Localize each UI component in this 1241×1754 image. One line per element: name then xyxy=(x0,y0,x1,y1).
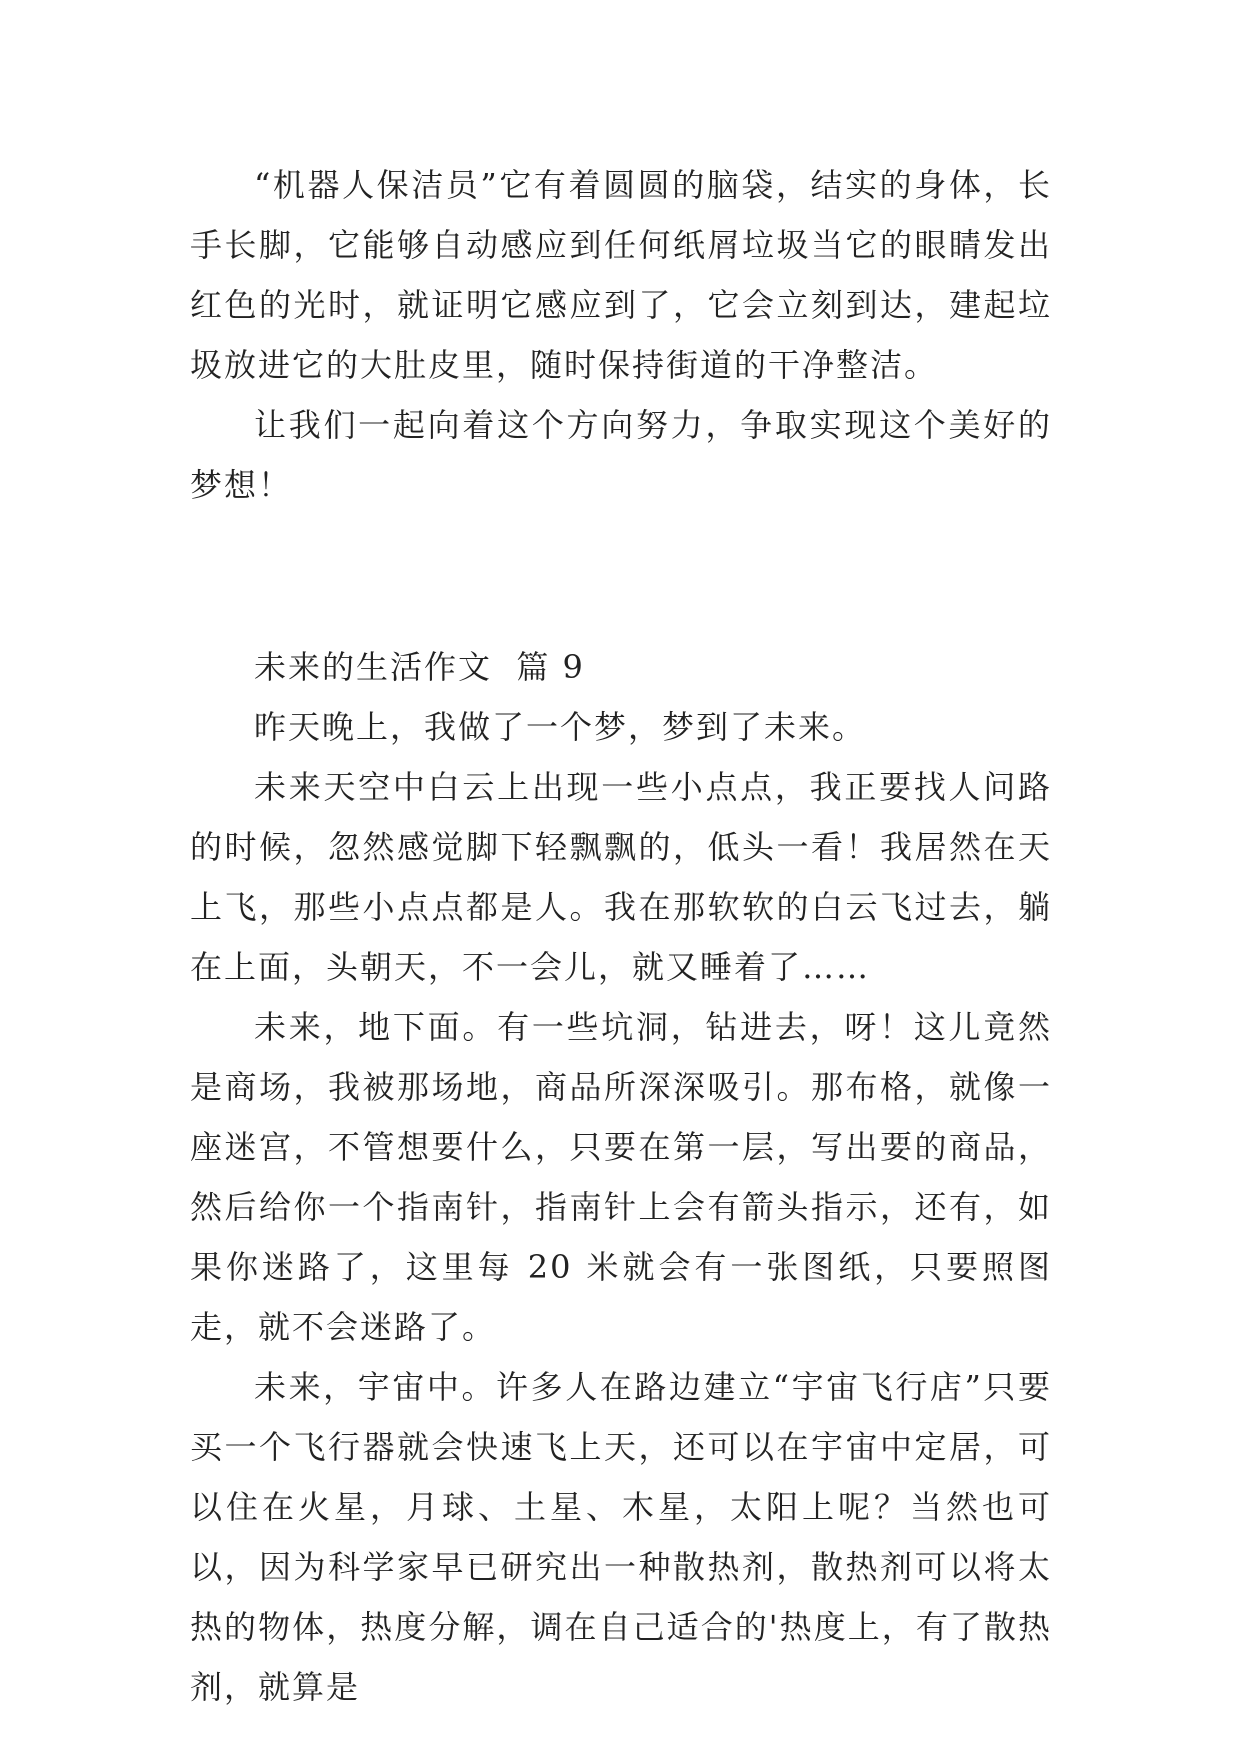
paragraph-dream-intro: 昨天晚上，我做了一个梦，梦到了未来。 xyxy=(254,708,867,746)
paragraph-closing-wish: 让我们一起向着这个方向努力，争取实现这个美好的梦想！ xyxy=(190,406,1052,504)
document-page xyxy=(190,155,1052,1717)
paragraph-robot-cleaner: “机器人保洁员”它有着圆圆的脑袋，结实的身体，长手长脚，它能够自动感应到任何纸屑垃圾当它的眼睛发出红色的光时，就证明它感应到了，它会立刻到达，建起垃圾放进它的大肚皮里，随时保持街道的干净整洁。 xyxy=(190,166,1052,384)
paragraph-future-sky: 未来天空中白云上出现一些小点点，我正要找人问路的时候，忽然感觉脚下轻飘飘的，低头一看！我居然在天上飞，那些小点点都是人。我在那软软的白云飞过去，躺在上面，头朝天，不一会儿，就又睡着了…… xyxy=(190,768,1052,986)
section-title: 未来的生活作文 篇 9 xyxy=(254,648,585,686)
paragraph-future-underground: 未来，地下面。有一些坑洞，钻进去，呀！这儿竟然是商场，我被那场地，商品所深深吸引。那布格，就像一座迷宫，不管想要什么，只要在第一层，写出要的商品，然后给你一个指南针，指南针上会有箭头指示，还有，如果你迷路了，这里每 20 米就会有一张图纸，只要照图走，就不会迷路了。 xyxy=(190,1008,1052,1346)
paragraph-future-universe: 未来，宇宙中。许多人在路边建立“宇宙飞行店”只要买一个飞行器就会快速飞上天，还可以在宇宙中定居，可以住在火星，月球、土星、木星，太阳上呢？当然也可以，因为科学家早已研究出一种散热剂，散热剂可以将太热的物体，热度分解，调在自己适合的'热度上，有了散热剂，就算是 xyxy=(190,1368,1052,1706)
